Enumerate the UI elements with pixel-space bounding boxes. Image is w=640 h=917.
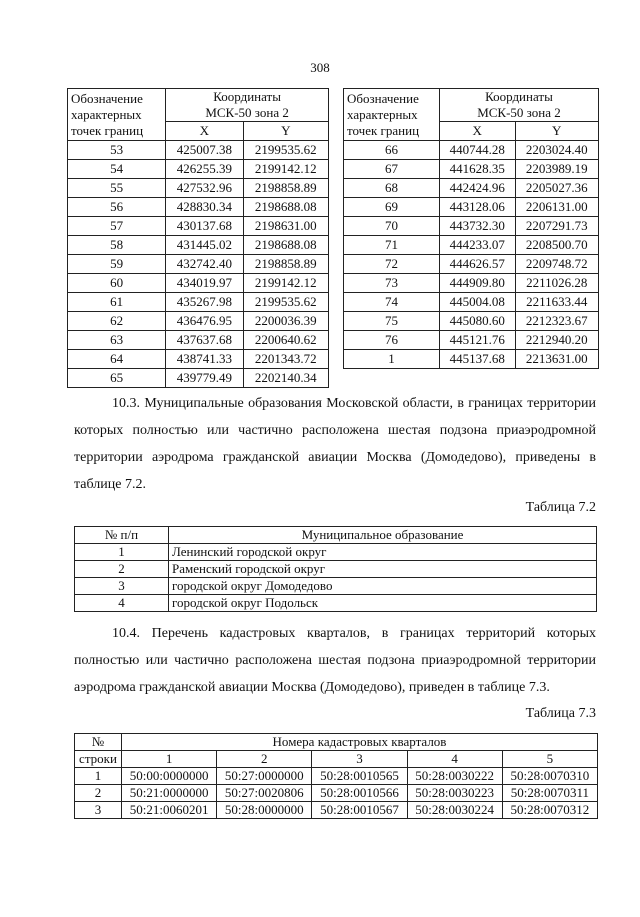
table-cell: 2199142.12 bbox=[243, 160, 328, 179]
point-label-line: Обозначение bbox=[71, 90, 143, 106]
page-number: 308 bbox=[310, 60, 330, 75]
table-cell: 50:28:0030222 bbox=[407, 768, 502, 785]
table-cell: 430137.68 bbox=[166, 217, 243, 236]
cadastral-body bbox=[75, 768, 598, 819]
coord-row bbox=[344, 255, 599, 274]
table-cell: 50:00:0000000 bbox=[122, 768, 217, 785]
table-cell: 2212940.20 bbox=[515, 331, 599, 350]
table-cell: 1 bbox=[344, 350, 440, 369]
table-cell: 437637.68 bbox=[166, 331, 243, 350]
table-cell: 2198688.08 bbox=[243, 236, 328, 255]
table-cell: 64 bbox=[68, 350, 166, 369]
column-number: 4 bbox=[407, 751, 502, 768]
table-cell: 2202140.34 bbox=[243, 369, 328, 388]
table-cell: 57 bbox=[68, 217, 166, 236]
table-cell: 74 bbox=[344, 293, 440, 312]
table-cell: 1 bbox=[75, 768, 122, 785]
table-cell: 428830.34 bbox=[166, 198, 243, 217]
coord-row bbox=[344, 141, 599, 160]
table-cell: 50:28:0030224 bbox=[407, 802, 502, 819]
table-cell: 438741.33 bbox=[166, 350, 243, 369]
table-cell: 441628.35 bbox=[439, 160, 515, 179]
coord-row bbox=[344, 179, 599, 198]
point-label-line: Обозначение bbox=[347, 90, 419, 106]
table-cell: 50:21:0000000 bbox=[122, 785, 217, 802]
table-cell: 50:21:0060201 bbox=[122, 802, 217, 819]
coord-row bbox=[68, 312, 329, 331]
table-cell: 2203989.19 bbox=[515, 160, 599, 179]
coord-row bbox=[68, 274, 329, 293]
y-header: Y bbox=[515, 122, 599, 141]
table-cell: 2200036.39 bbox=[243, 312, 328, 331]
point-label-line: характерных bbox=[347, 106, 418, 122]
coord-row bbox=[68, 255, 329, 274]
table-cell: 2200640.62 bbox=[243, 331, 328, 350]
cadastral-table bbox=[74, 733, 598, 819]
coordinates-left-body bbox=[68, 141, 329, 388]
table-cell: 439779.49 bbox=[166, 369, 243, 388]
coord-row bbox=[68, 141, 329, 160]
table-cell: 63 bbox=[68, 331, 166, 350]
table-cell: 444909.80 bbox=[439, 274, 515, 293]
table-cell: 2207291.73 bbox=[515, 217, 599, 236]
table-cell: 2199535.62 bbox=[243, 293, 328, 312]
table-cell: 432742.40 bbox=[166, 255, 243, 274]
table-cell: 2211633.44 bbox=[515, 293, 599, 312]
table-cell: 68 bbox=[344, 179, 440, 198]
coordinates-header bbox=[439, 89, 598, 122]
table-cell: 2 bbox=[75, 785, 122, 802]
coordinates-system: МСК-50 зона 2 bbox=[205, 105, 289, 120]
row-number-header-2: строки bbox=[75, 751, 122, 768]
paragraph-text: 10.3. Муниципальные образования Московской области, в границах территории которых полностью или частично расположена шестая подзона приаэродромной территории аэродрома гражданской авиации Москва (Домодедово), приведены в таблице 7.2. bbox=[74, 396, 596, 492]
column-number: 2 bbox=[217, 751, 312, 768]
table-cell: 55 bbox=[68, 179, 166, 198]
table-cell: городской округ Подольск bbox=[169, 595, 597, 612]
column-number: 5 bbox=[502, 751, 597, 768]
coordinates-title: Координаты bbox=[485, 89, 553, 104]
table-cell: 445137.68 bbox=[439, 350, 515, 369]
table-cell: 2208500.70 bbox=[515, 236, 599, 255]
table-cell: 72 bbox=[344, 255, 440, 274]
table-cell: 73 bbox=[344, 274, 440, 293]
coord-row bbox=[344, 198, 599, 217]
municipalities-table bbox=[74, 526, 597, 612]
table-7-3-caption: Таблица 7.3 bbox=[525, 706, 596, 721]
table-cell: 67 bbox=[344, 160, 440, 179]
coord-row bbox=[344, 293, 599, 312]
coord-row bbox=[344, 160, 599, 179]
table-cell: 436476.95 bbox=[166, 312, 243, 331]
coordinates-table-left bbox=[67, 88, 329, 388]
table-cell: 2198631.00 bbox=[243, 217, 328, 236]
table-cell: 2 bbox=[75, 561, 169, 578]
table-cell: 53 bbox=[68, 141, 166, 160]
table-cell: 444233.07 bbox=[439, 236, 515, 255]
coord-row bbox=[68, 198, 329, 217]
point-label-line: точек границ bbox=[347, 122, 420, 138]
table-cell: 427532.96 bbox=[166, 179, 243, 198]
coord-row bbox=[68, 217, 329, 236]
column-number: 3 bbox=[312, 751, 407, 768]
table-cell: 71 bbox=[344, 236, 440, 255]
table-cell: 2201343.72 bbox=[243, 350, 328, 369]
table-cell: 50:28:0010567 bbox=[312, 802, 407, 819]
table-cell: 426255.39 bbox=[166, 160, 243, 179]
table-cell: городской округ Домодедово bbox=[169, 578, 597, 595]
cadastral-row bbox=[75, 768, 598, 785]
coordinates-right-body bbox=[344, 141, 599, 369]
table-cell: Раменский городской округ bbox=[169, 561, 597, 578]
table-cell: 58 bbox=[68, 236, 166, 255]
table-cell: 445121.76 bbox=[439, 331, 515, 350]
table-cell: 444626.57 bbox=[439, 255, 515, 274]
table-cell: 3 bbox=[75, 802, 122, 819]
table-cell: 434019.97 bbox=[166, 274, 243, 293]
coord-row bbox=[344, 217, 599, 236]
coordinates-table-right bbox=[343, 88, 599, 369]
coord-row bbox=[68, 236, 329, 255]
municipality-row bbox=[75, 561, 597, 578]
municipality-row bbox=[75, 595, 597, 612]
coord-row bbox=[68, 350, 329, 369]
table-cell: 2213631.00 bbox=[515, 350, 599, 369]
table-cell: 2203024.40 bbox=[515, 141, 599, 160]
table-cell: 1 bbox=[75, 544, 169, 561]
table-cell: 2198858.89 bbox=[243, 179, 328, 198]
table-cell: 445004.08 bbox=[439, 293, 515, 312]
table-cell: 2206131.00 bbox=[515, 198, 599, 217]
point-label-header bbox=[68, 89, 166, 141]
table-cell: 50:28:0010565 bbox=[312, 768, 407, 785]
table-cell: 2198688.08 bbox=[243, 198, 328, 217]
coord-row bbox=[68, 369, 329, 388]
coord-row bbox=[344, 350, 599, 369]
point-label-line: точек границ bbox=[71, 122, 144, 138]
table-cell: 50:28:0070312 bbox=[502, 802, 597, 819]
cadastral-row bbox=[75, 802, 598, 819]
table-cell: 445080.60 bbox=[439, 312, 515, 331]
table-cell: 50:28:0070311 bbox=[502, 785, 597, 802]
paragraph-10-4 bbox=[74, 620, 596, 701]
table-cell: 61 bbox=[68, 293, 166, 312]
table-cell: 50:28:0000000 bbox=[217, 802, 312, 819]
table-cell: 2199142.12 bbox=[243, 274, 328, 293]
table-cell: 2205027.36 bbox=[515, 179, 599, 198]
table-cell: 50:27:0000000 bbox=[217, 768, 312, 785]
table-cell: 2212323.67 bbox=[515, 312, 599, 331]
table-cell: 3 bbox=[75, 578, 169, 595]
table-cell: 60 bbox=[68, 274, 166, 293]
cadastral-title: Номера кадастровых кварталов bbox=[122, 734, 598, 751]
table-cell: 65 bbox=[68, 369, 166, 388]
table-cell: 76 bbox=[344, 331, 440, 350]
coordinates-title: Координаты bbox=[213, 89, 281, 104]
municipality-row bbox=[75, 544, 597, 561]
table-cell: 69 bbox=[344, 198, 440, 217]
municipality-row bbox=[75, 578, 597, 595]
table-cell: 425007.38 bbox=[166, 141, 243, 160]
x-header: X bbox=[439, 122, 515, 141]
coord-row bbox=[344, 312, 599, 331]
table-cell: 2198858.89 bbox=[243, 255, 328, 274]
point-label-line: характерных bbox=[71, 106, 142, 122]
table-cell: 50:28:0030223 bbox=[407, 785, 502, 802]
table-cell: 442424.96 bbox=[439, 179, 515, 198]
row-number-header: № bbox=[75, 734, 122, 751]
table-cell: 50:28:0010566 bbox=[312, 785, 407, 802]
coord-row bbox=[344, 331, 599, 350]
table-cell: 440744.28 bbox=[439, 141, 515, 160]
table-cell: 54 bbox=[68, 160, 166, 179]
table-cell: 56 bbox=[68, 198, 166, 217]
number-header: № п/п bbox=[75, 527, 169, 544]
table-cell: 66 bbox=[344, 141, 440, 160]
table-cell: 443128.06 bbox=[439, 198, 515, 217]
y-header: Y bbox=[243, 122, 328, 141]
municipality-header: Муниципальное образование bbox=[169, 527, 597, 544]
column-number: 1 bbox=[122, 751, 217, 768]
paragraph-10-3 bbox=[74, 390, 596, 498]
coord-row bbox=[344, 274, 599, 293]
table-cell: 75 bbox=[344, 312, 440, 331]
table-cell: 62 bbox=[68, 312, 166, 331]
table-cell: 2211026.28 bbox=[515, 274, 599, 293]
table-cell: 70 bbox=[344, 217, 440, 236]
paragraph-text: 10.4. Перечень кадастровых кварталов, в границах территорий которых полностью или частично расположена шестая подзона приаэродромной территории аэродрома гражданской авиации Москва (Домодедово), приведен в таблице 7.3. bbox=[74, 626, 596, 695]
coord-row bbox=[344, 236, 599, 255]
coord-row bbox=[68, 160, 329, 179]
coord-row bbox=[68, 179, 329, 198]
municipalities-body bbox=[75, 544, 597, 612]
coord-row bbox=[68, 331, 329, 350]
cadastral-row bbox=[75, 785, 598, 802]
table-cell: 59 bbox=[68, 255, 166, 274]
x-header: X bbox=[166, 122, 243, 141]
point-label-header bbox=[344, 89, 440, 141]
coord-row bbox=[68, 293, 329, 312]
table-cell: 50:27:0020806 bbox=[217, 785, 312, 802]
table-cell: Ленинский городской округ bbox=[169, 544, 597, 561]
table-cell: 431445.02 bbox=[166, 236, 243, 255]
table-7-2-caption: Таблица 7.2 bbox=[525, 500, 596, 515]
coordinates-header bbox=[166, 89, 329, 122]
table-cell: 2199535.62 bbox=[243, 141, 328, 160]
coordinates-system: МСК-50 зона 2 bbox=[477, 105, 561, 120]
table-cell: 4 bbox=[75, 595, 169, 612]
table-cell: 2209748.72 bbox=[515, 255, 599, 274]
table-cell: 443732.30 bbox=[439, 217, 515, 236]
table-cell: 435267.98 bbox=[166, 293, 243, 312]
table-cell: 50:28:0070310 bbox=[502, 768, 597, 785]
